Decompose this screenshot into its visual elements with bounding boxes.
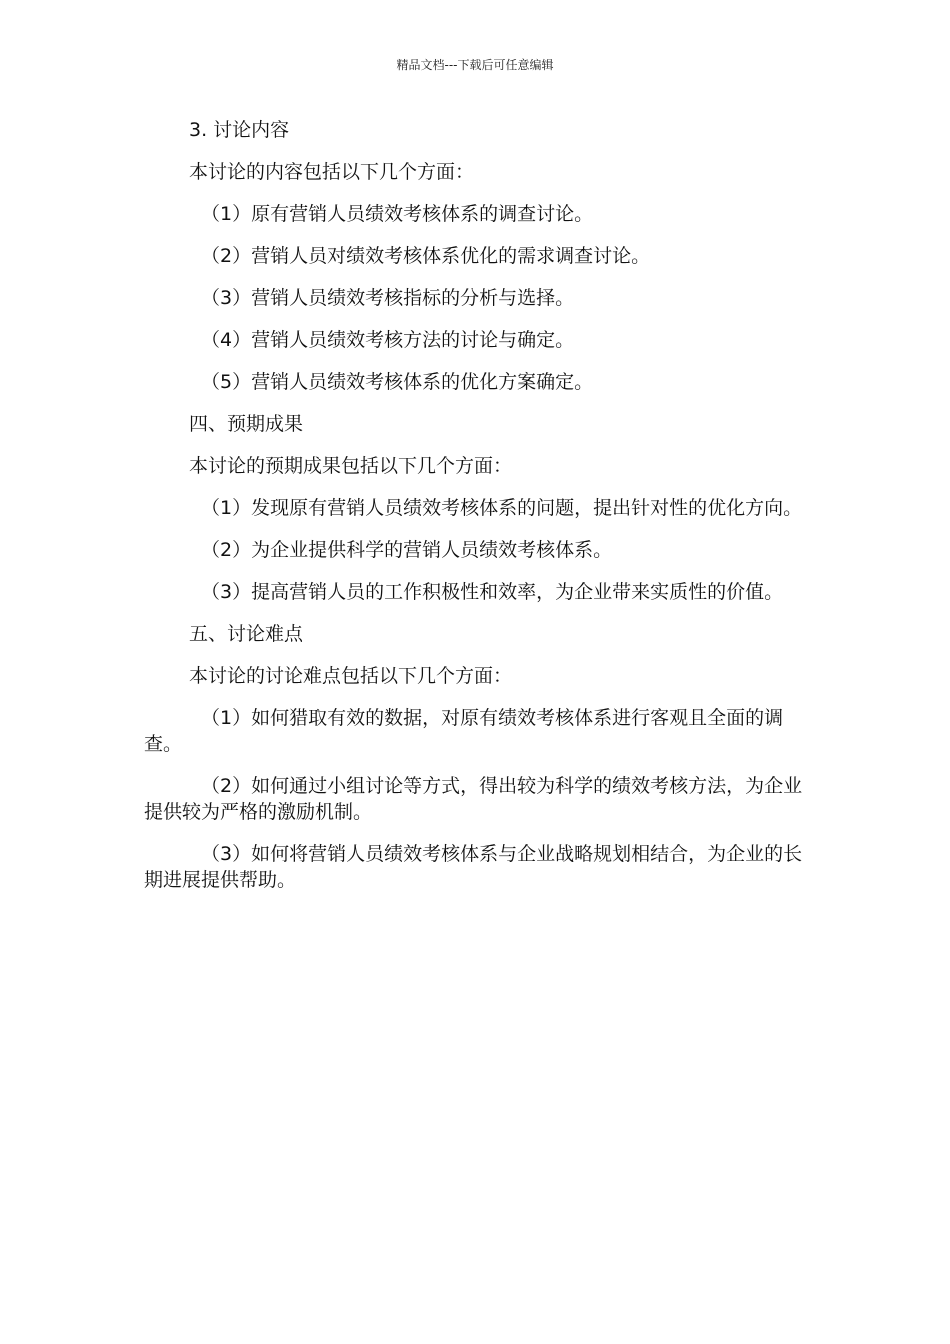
section-heading: 四、预期成果 [189,413,304,435]
page-header: 精品文档---下载后可任意编辑 [396,58,554,72]
list-item: （3）提高营销人员的工作积极性和效率，为企业带来实质性的价值。 [201,581,784,603]
section-heading: 五、讨论难点 [189,623,304,645]
section-heading: 3. 讨论内容 [189,119,290,141]
list-item: （1）原有营销人员绩效考核体系的调查讨论。 [201,203,594,225]
list-item: （4）营销人员绩效考核方法的讨论与确定。 [201,329,575,351]
section-intro: 本讨论的预期成果包括以下几个方面： [189,455,513,477]
list-item: （3）营销人员绩效考核指标的分析与选择。 [201,287,575,309]
list-item: （1）如何猎取有效的数据，对原有绩效考核体系进行客观且全面的调查。 [144,707,784,755]
list-item: （3）如何将营销人员绩效考核体系与企业战略规划相结合，为企业的长期进展提供帮助。 [144,843,803,891]
list-item: （2）为企业提供科学的营销人员绩效考核体系。 [201,539,613,561]
list-item: （1）发现原有营销人员绩效考核体系的问题，提出针对性的优化方向。 [201,497,803,519]
section-intro: 本讨论的内容包括以下几个方面： [189,161,475,183]
document-body [144,117,816,893]
list-item: （2）营销人员对绩效考核体系优化的需求调查讨论。 [201,245,651,267]
list-item: （5）营销人员绩效考核体系的优化方案确定。 [201,371,594,393]
section-intro: 本讨论的讨论难点包括以下几个方面： [189,665,513,687]
list-item: （2）如何通过小组讨论等方式，得出较为科学的绩效考核方法，为企业提供较为严格的激励机制。 [144,775,803,823]
